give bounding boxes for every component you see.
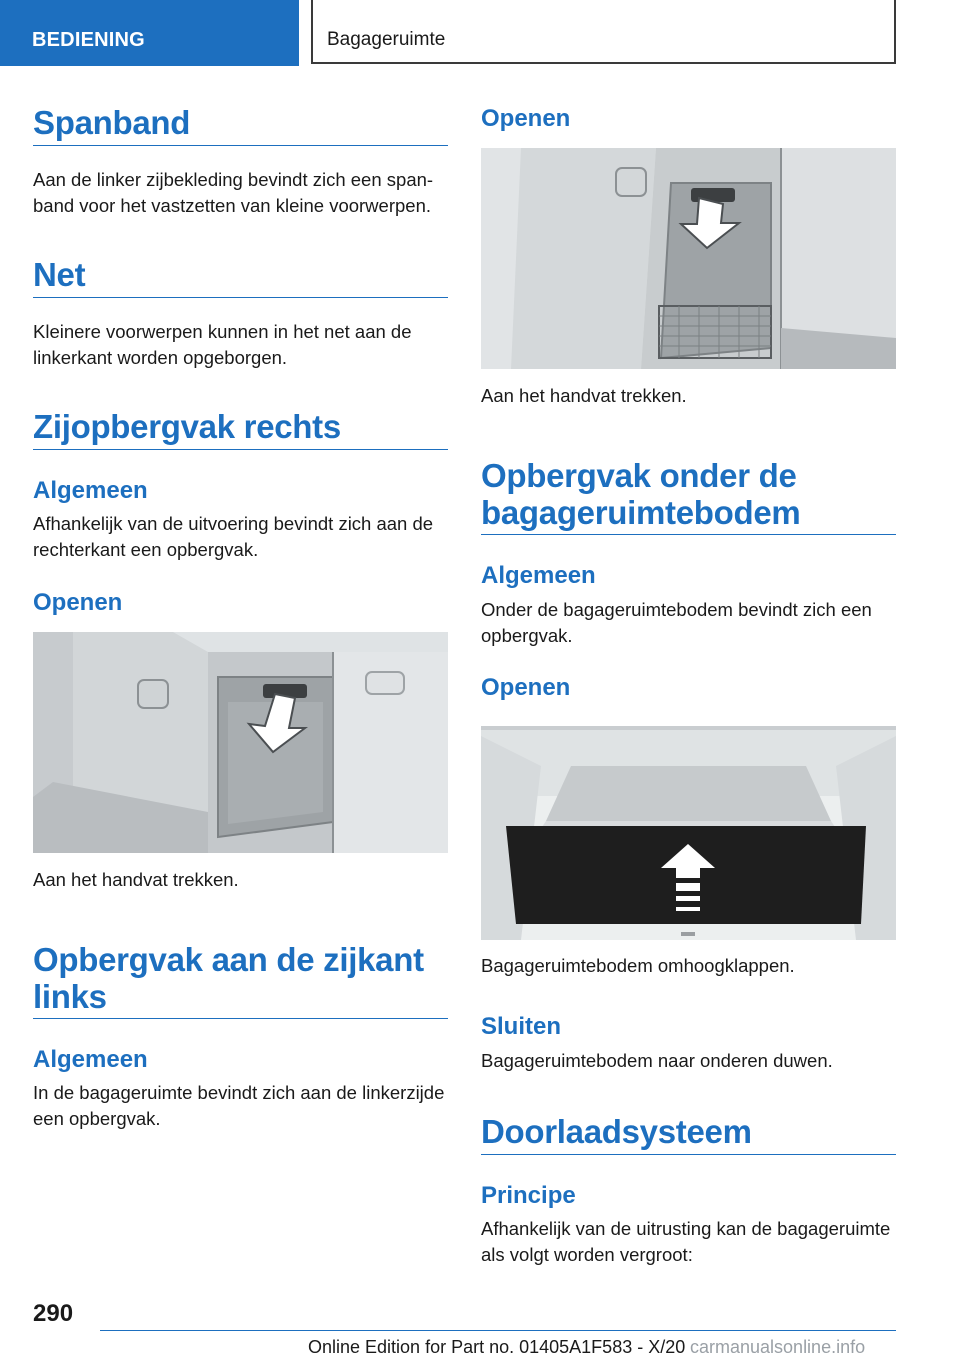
illustration-floor-compartment xyxy=(481,726,896,940)
caption-pull-handle: Aan het handvat trekken. xyxy=(481,385,687,406)
heading-opbergvak-bodem-line1: Opbergvak onder de xyxy=(481,457,797,494)
edition-text: Online Edition for Part no. 01405A1F583 - X/20 xyxy=(308,1337,686,1357)
caption-lift-floor: Bagageruimtebodem omhoogklappen. xyxy=(481,955,795,976)
heading-zijopbergvak-rechts: Zijopbergvak rechts xyxy=(33,408,341,445)
subheading-openen: Openen xyxy=(481,674,571,701)
heading-rule xyxy=(481,1154,896,1155)
heading-rule xyxy=(33,297,448,298)
paragraph-algemeen: In de bagageruimte bevindt zich aan de linkerzijde een opbergvak. xyxy=(33,1082,445,1129)
subheading-algemeen: Algemeen xyxy=(33,1046,148,1073)
illustration-left-side-compartment xyxy=(481,148,896,369)
subheading-principe: Principe xyxy=(481,1182,576,1209)
paragraph-principe: Afhankelijk van de uitrusting kan de bagageruimte als volgt worden vergroot: xyxy=(481,1218,891,1265)
heading-net: Net xyxy=(33,256,86,293)
subheading-algemeen: Algemeen xyxy=(33,477,148,504)
page-number: 290 xyxy=(33,1300,74,1327)
paragraph-algemeen: Afhankelijk van de uitvoering bevindt zich aan de rechterkant een opbergvak. xyxy=(33,513,434,560)
section-tab[interactable]: BEDIENING xyxy=(0,0,299,66)
paragraph-algemeen: Onder de bagageruimtebodem bevindt zich een opbergvak. xyxy=(481,599,872,646)
caption-pull-handle: Aan het handvat trekken. xyxy=(33,869,239,890)
heading-rule xyxy=(33,449,448,450)
paragraph-net: Kleinere voorwerpen kunnen in het net aan de linkerkant worden opgeborgen. xyxy=(33,321,412,368)
illustration-right-side-compartment xyxy=(33,632,448,853)
heading-opbergvak-links-line1: Opbergvak aan de zijkant xyxy=(33,941,424,978)
paragraph-spanband: Aan de linker zijbekleding bevindt zich een spanband voor het vastzetten van kleine voorwerpen. xyxy=(33,169,434,216)
subheading-openen: Openen xyxy=(481,105,571,132)
subheading-openen: Openen xyxy=(33,589,123,616)
footer-rule xyxy=(100,1330,896,1331)
subheading-algemeen: Algemeen xyxy=(481,562,596,589)
heading-doorlaadsysteem: Doorlaadsysteem xyxy=(481,1113,752,1150)
heading-rule xyxy=(33,1018,448,1019)
header-bar xyxy=(0,0,960,66)
heading-rule xyxy=(33,145,448,146)
heading-spanband: Spanband xyxy=(33,104,191,141)
heading-opbergvak-links-line2: links xyxy=(33,978,107,1015)
subheading-sluiten: Sluiten xyxy=(481,1013,562,1040)
chapter-tab[interactable]: Bagageruimte xyxy=(311,0,896,64)
paragraph-sluiten: Bagageruimtebodem naar onderen duwen. xyxy=(481,1050,833,1071)
heading-opbergvak-bodem-line2: bagageruimtebodem xyxy=(481,494,801,531)
heading-rule xyxy=(481,534,896,535)
watermark: carmanualsonline.info xyxy=(690,1337,866,1357)
